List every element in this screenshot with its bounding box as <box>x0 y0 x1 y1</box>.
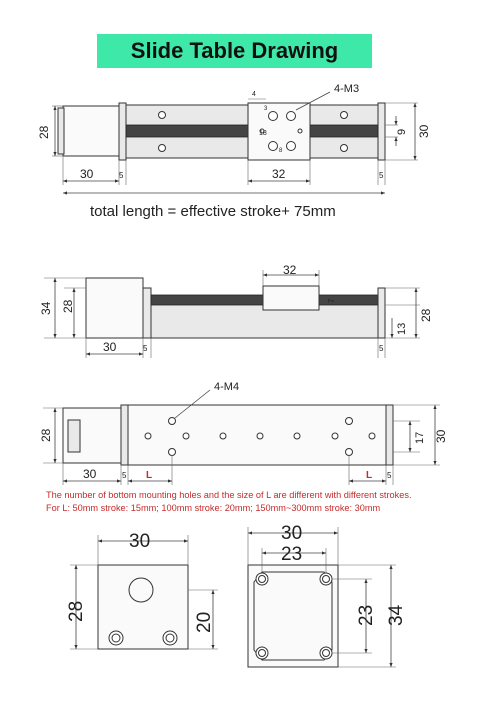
top-height-left-dim: 28 <box>37 125 51 139</box>
side-end-left-dim: 5 <box>143 344 148 353</box>
top-motor-body <box>63 106 119 156</box>
side-height-outer-dim: 34 <box>39 301 53 315</box>
top-height-right-dim: 30 <box>417 124 431 138</box>
bottom-end-left-dim: 5 <box>122 471 127 480</box>
top-rail-hole <box>341 145 348 152</box>
top-height-mid-dim: 9 <box>396 128 408 135</box>
end-left-height-dim: 28 <box>66 600 87 622</box>
note-line-2: For L: 50mm stroke: 15mm; 100mm stroke: 20mm; 150mm~300mm stroke: 30mm <box>46 503 381 513</box>
bottom-end-block-right <box>386 405 393 465</box>
side-height-inner-dim: 28 <box>61 299 75 313</box>
top-carriage-pin <box>298 129 302 133</box>
side-end-right-dim: 5 <box>379 344 384 353</box>
side-motor-len-dim: 30 <box>103 340 117 354</box>
bottom-mount-hole <box>183 433 189 439</box>
total-length-caption: total length = effective stroke+ 75mm <box>90 203 336 220</box>
top-hole-small-b: 8 <box>279 148 283 154</box>
top-rail-hole <box>159 145 166 152</box>
top-rail-hole <box>159 112 166 119</box>
side-small-dim: 7 <box>327 298 336 303</box>
bottom-L-right-dim: L <box>366 470 373 481</box>
bottom-L-left-dim: L <box>146 470 153 481</box>
side-end-block-left <box>143 288 151 338</box>
side-motor-body <box>86 278 143 338</box>
top-end-block-left <box>119 103 126 160</box>
bottom-height-right-dim: 30 <box>434 429 448 443</box>
top-end-block-right <box>378 103 385 160</box>
top-end-left-dim: 5 <box>119 171 124 180</box>
top-hole-y-dim: 18 <box>259 130 267 137</box>
top-carriage-hole <box>269 142 278 151</box>
end-right-motor-flange <box>254 572 332 660</box>
side-carriage <box>263 286 319 310</box>
bottom-height-left-dim: 28 <box>39 428 53 442</box>
bottom-mount-hole <box>220 433 226 439</box>
end-left-center-dim: 20 <box>194 611 215 633</box>
bottom-mount-hole <box>145 433 151 439</box>
end-right-inner-width-dim: 23 <box>281 544 303 565</box>
end-right-outer-height-dim: 34 <box>386 604 407 626</box>
top-rail-hole <box>341 112 348 119</box>
end-right-outer-width-dim: 30 <box>281 523 303 544</box>
bottom-end-block-left <box>121 405 128 465</box>
end-view-left <box>66 531 218 649</box>
side-view <box>39 263 433 358</box>
side-carriage-dim: 32 <box>283 263 297 277</box>
top-hole-label: 4-M3 <box>334 83 360 95</box>
top-view <box>37 83 431 220</box>
side-rail-right-dim: 13 <box>396 322 408 335</box>
bottom-mount-hole <box>257 433 263 439</box>
end-view-right <box>248 523 407 667</box>
bottom-hole-spacing-dim: 17 <box>414 431 426 444</box>
bottom-hole-label: 4-M4 <box>214 381 240 393</box>
top-carriage-hole <box>287 112 296 121</box>
bottom-m4-hole <box>346 418 353 425</box>
top-hole-small-a: 3 <box>264 106 268 112</box>
bottom-m4-hole <box>346 449 353 456</box>
bottom-m4-hole <box>169 418 176 425</box>
bottom-mount-hole <box>332 433 338 439</box>
top-end-right-dim: 5 <box>379 171 384 180</box>
end-left-center-bore <box>129 578 153 602</box>
top-hole-x-dim: 4 <box>252 91 256 98</box>
top-carriage-dim: 32 <box>272 167 286 181</box>
top-motor-len-dim: 30 <box>80 167 94 181</box>
bottom-motor-connector <box>68 420 80 452</box>
end-right-inner-height-dim: 23 <box>356 604 377 626</box>
bottom-view <box>39 381 448 485</box>
note-line-1: The number of bottom mounting holes and the size of L are different with different strokes. <box>46 490 412 500</box>
top-motor-cap <box>58 108 64 154</box>
end-left-width-dim: 30 <box>129 531 151 552</box>
bottom-mount-hole <box>294 433 300 439</box>
page-title: Slide Table Drawing <box>130 38 339 63</box>
bottom-end-right-dim: 5 <box>387 471 392 480</box>
bottom-mount-hole <box>369 433 375 439</box>
top-carriage-hole <box>287 142 296 151</box>
side-height-right-dim: 28 <box>419 308 433 322</box>
top-carriage-hole <box>269 112 278 121</box>
bottom-motor-len-dim: 30 <box>83 467 97 481</box>
bottom-m4-hole <box>169 449 176 456</box>
side-end-block-right <box>378 288 385 338</box>
